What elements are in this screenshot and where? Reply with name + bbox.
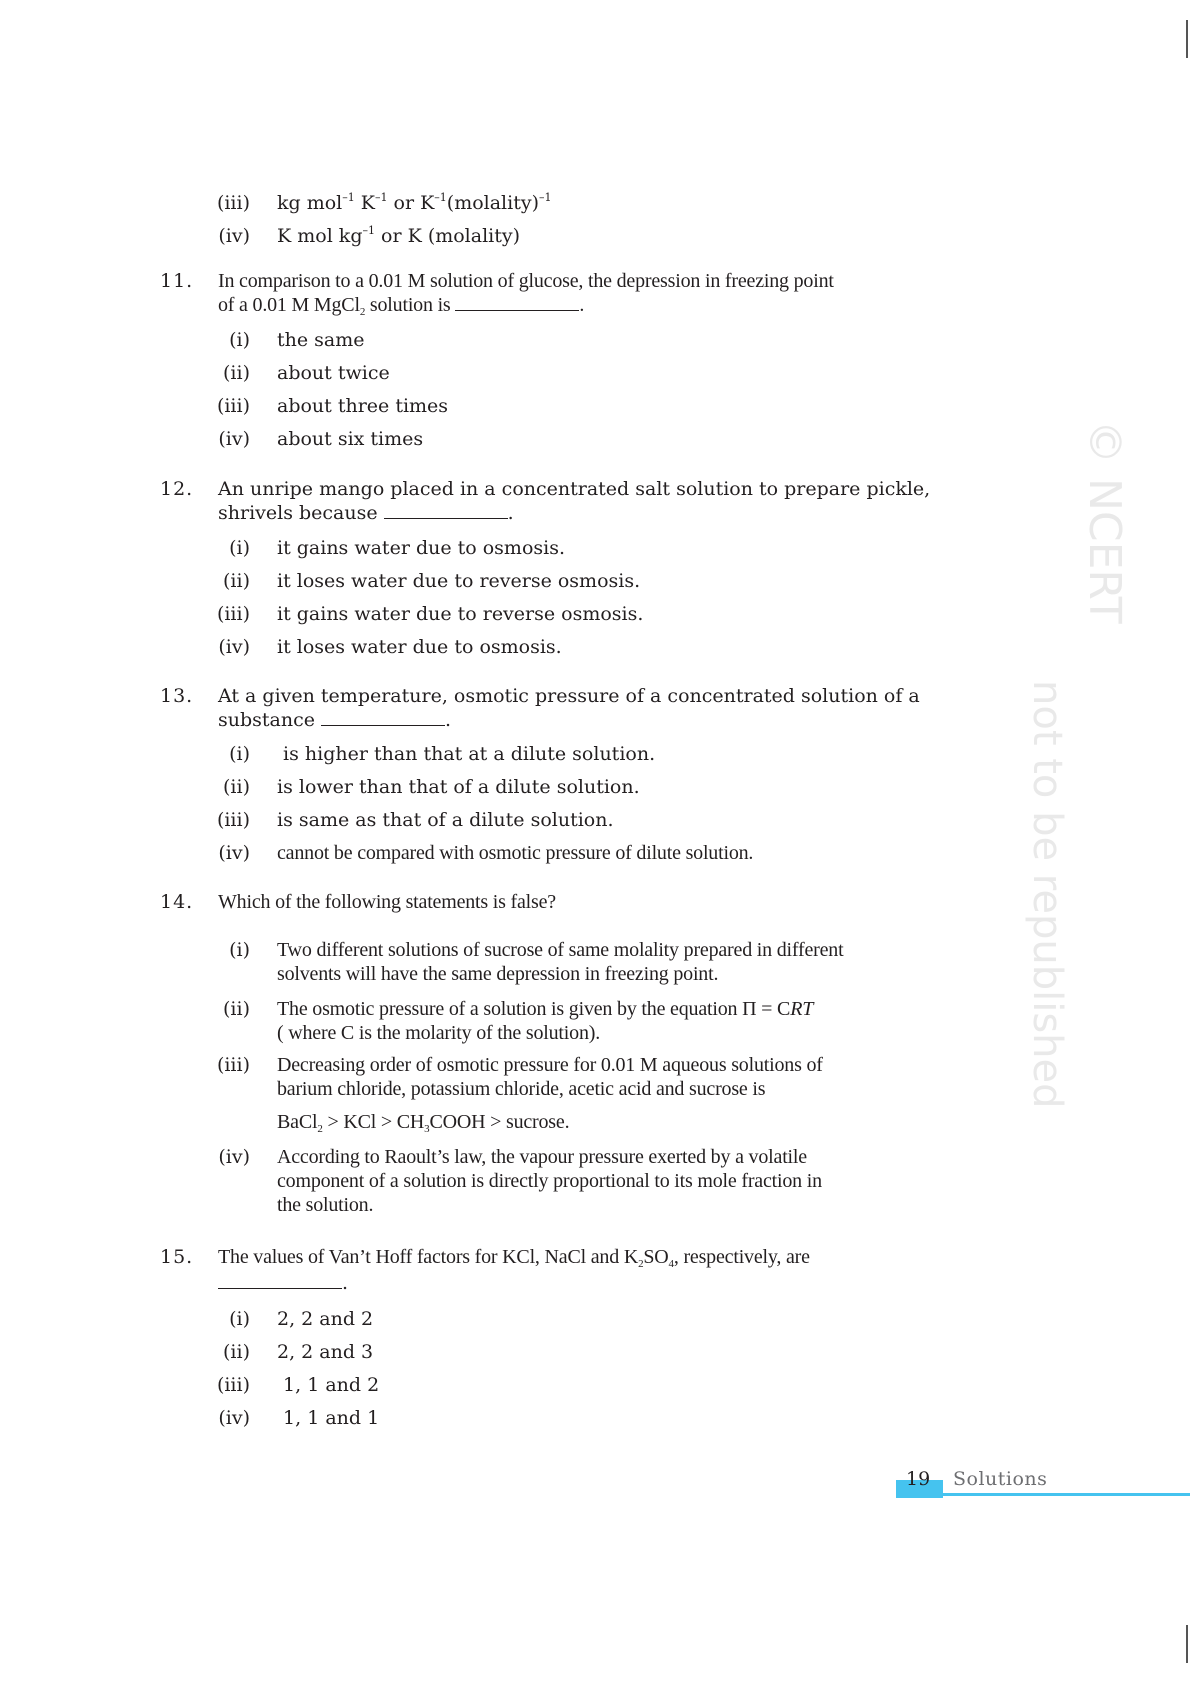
question-stem-line: The values of Van’t Hoff factors for KCl, NaCl and $K_2SO_4$, respectively, are [218,1246,810,1270]
question-number: 14. [160,891,194,913]
question-stem-line: At a given temperature, osmotic pressure of a concentrated solution of a [218,685,920,707]
option-text: The osmotic pressure of a solution is given by the equation Π = CRT [277,998,814,1020]
option-text: According to Raoult’s law, the vapour pressure exerted by a volatile [277,1146,807,1168]
option-text: solvents will have the same depression in freezing point. [277,963,719,985]
option-label: (ii) [223,1341,250,1363]
option-text: it loses water due to osmosis. [277,636,562,658]
question-number: 13. [160,685,194,707]
page-number: 19 [906,1468,931,1490]
option-label: (i) [229,939,250,961]
question-stem-line: substance . [218,709,452,731]
question-number: 15. [160,1246,194,1268]
option-label: (iv) [218,225,250,247]
question-number: 11. [160,270,194,292]
option-text: K mol $kg^{-1}$ or K (molality) [277,224,521,247]
crop-mark-bottom [1186,1625,1188,1663]
option-text: the solution. [277,1194,374,1216]
option-label: (ii) [223,570,250,592]
option-label: (i) [229,537,250,559]
option-text: BaCl$_2$ > KCl > $CH_3COOH$ > sucrose. [277,1111,570,1135]
option-text: ( where C is the molarity of the solution). [277,1022,601,1044]
option-label: (iv) [218,1146,250,1168]
answer-blank [321,710,445,726]
option-text: about six times [277,428,424,450]
option-text: Two different solutions of sucrose of same molality prepared in different [277,939,844,961]
option-text: about twice [277,362,390,384]
crop-mark-top [1186,20,1188,58]
footer-accent-line [943,1493,1190,1496]
option-text: 1, 1 and 1 [277,1407,380,1429]
option-label: (iv) [218,428,250,450]
option-label: (iii) [216,1054,250,1076]
option-text: it gains water due to reverse osmosis. [277,603,644,625]
option-label: (i) [229,743,250,765]
option-text: about three times [277,395,449,417]
option-label: (iii) [216,603,250,625]
option-label: (ii) [223,362,250,384]
option-label: (iv) [218,842,250,864]
watermark-line-2: not to be republished [1024,680,1070,1109]
question-stem-line: An unripe mango placed in a concentrated salt solution to prepare pickle, [218,478,931,500]
chapter-title: Solutions [953,1468,1048,1490]
option-label: (iv) [218,1407,250,1429]
option-label: (ii) [223,776,250,798]
option-text: 2, 2 and 2 [277,1308,374,1330]
option-text: the same [277,329,365,351]
option-text: is same as that of a dilute solution. [277,809,614,831]
option-text: kg mol$^{-1}$ $K^{-1}$ or $K^{-1}(molality)^{-1}$ [277,191,552,214]
option-label: (ii) [223,998,250,1020]
answer-blank [455,295,579,311]
option-text: Decreasing order of osmotic pressure for 0.01 M aqueous solutions of [277,1054,823,1076]
option-label: (i) [229,1308,250,1330]
option-label: (i) [229,329,250,351]
option-text: it loses water due to reverse osmosis. [277,570,641,592]
option-label: (iv) [218,636,250,658]
option-text: barium chloride, potassium chloride, acetic acid and sucrose is [277,1078,766,1100]
question-stem-line: In comparison to a 0.01 M solution of glucose, the depression in freezing point [218,270,834,292]
option-text: it gains water due to osmosis. [277,537,565,559]
question-stem-line: . [218,1272,978,1294]
option-text: is lower than that of a dilute solution. [277,776,640,798]
option-label: (iii) [216,809,250,831]
question-stem-line: Which of the following statements is false? [218,891,556,913]
option-label: (iii) [216,1374,250,1396]
watermark [1000,420,1150,1320]
option-text: component of a solution is directly proportional to its mole fraction in [277,1170,822,1192]
option-text: 2, 2 and 3 [277,1341,374,1363]
option-text: is higher than that at a dilute solution. [277,743,656,765]
answer-blank [218,1273,342,1289]
option-label: (iii) [216,192,250,214]
option-label: (iii) [216,395,250,417]
question-stem-line: of a 0.01 M MgCl$_2$ solution is . [218,294,585,318]
question-number: 12. [160,478,194,500]
question-stem-line: shrivels because . [218,502,514,524]
option-text: 1, 1 and 2 [277,1374,380,1396]
answer-blank [384,503,508,519]
watermark-line-1: © NCERT [1079,420,1130,624]
option-text: cannot be compared with osmotic pressure of dilute solution. [277,842,754,864]
